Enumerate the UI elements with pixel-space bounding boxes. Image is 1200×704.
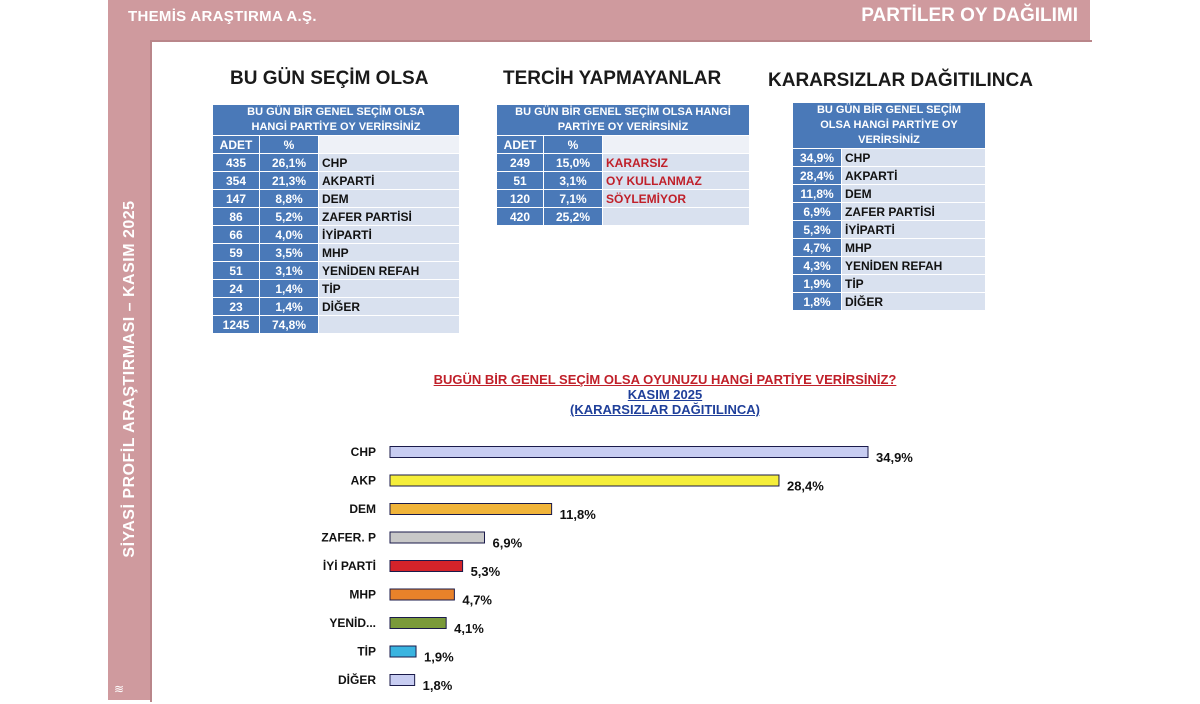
block2-header-line1: BU GÜN BİR GENEL SEÇİM OLSA HANGİ xyxy=(515,106,731,118)
adet-cell: 120 xyxy=(497,190,544,208)
block3-title: KARARSIZLAR DAĞITILINCA xyxy=(768,70,1033,91)
adet-cell: 147 xyxy=(213,190,260,208)
bar xyxy=(390,561,463,572)
table-row xyxy=(497,208,750,226)
value-label: 4,1% xyxy=(454,621,484,636)
chart-subtitle: KASIM 2025 xyxy=(627,387,703,402)
pct-cell: 74,8% xyxy=(260,316,319,334)
adet-cell: 23 xyxy=(213,298,260,316)
logo-icon: ≋ xyxy=(114,682,125,696)
party-cell: DİĞER xyxy=(842,293,986,311)
table-row xyxy=(213,316,460,334)
table-row xyxy=(497,190,750,208)
block1-table xyxy=(212,104,460,334)
bar xyxy=(390,675,415,686)
block2-col-blank xyxy=(603,136,750,154)
chart-subtitle2: (KARARSIZLAR DAĞITILINCA) xyxy=(570,402,760,417)
table-row xyxy=(213,190,460,208)
value-label: 1,8% xyxy=(422,678,453,693)
pct-cell: 6,9% xyxy=(793,203,842,221)
table-row xyxy=(793,257,986,275)
table-row xyxy=(213,208,460,226)
company-name: THEMİS ARAŞTIRMA A.Ş. xyxy=(128,8,317,25)
party-cell: YENİDEN REFAH xyxy=(842,257,986,275)
party-cell: DEM xyxy=(319,190,460,208)
block1-header xyxy=(213,105,460,136)
adet-cell: 249 xyxy=(497,154,544,172)
pct-cell: 3,1% xyxy=(544,172,603,190)
party-cell: CHP xyxy=(319,154,460,172)
party-cell: MHP xyxy=(319,244,460,262)
block3-header-line2: OLSA HANGİ PARTİYE OY xyxy=(820,119,958,131)
category-label: ZAFER. P xyxy=(321,530,376,545)
category-label: YENİD... xyxy=(329,616,376,630)
pct-cell: 34,9% xyxy=(793,149,842,167)
block2-col-adet: ADET xyxy=(497,136,544,154)
adet-cell: 435 xyxy=(213,154,260,172)
pct-cell: 8,8% xyxy=(260,190,319,208)
table-row xyxy=(793,203,986,221)
party-cell: DEM xyxy=(842,185,986,203)
bar xyxy=(390,646,416,657)
pct-cell: 28,4% xyxy=(793,167,842,185)
block3-header-line1: BU GÜN BİR GENEL SEÇİM xyxy=(816,104,962,116)
pct-cell: 3,1% xyxy=(260,262,319,280)
table-row xyxy=(497,154,750,172)
table-row xyxy=(793,167,986,185)
value-label: 11,8% xyxy=(559,507,596,522)
table-row xyxy=(213,172,460,190)
table-row xyxy=(213,226,460,244)
block1-header-line2: HANGİ PARTİYE OY VERİRSİNİZ xyxy=(251,121,421,133)
bar xyxy=(390,475,779,486)
category-label: İYİ PARTİ xyxy=(322,559,376,573)
value-label: 28,4% xyxy=(786,478,824,494)
bar xyxy=(390,618,446,629)
block2-col-pct: % xyxy=(544,136,603,154)
pct-cell: 21,3% xyxy=(260,172,319,190)
pct-cell: 4,7% xyxy=(793,239,842,257)
party-cell: MHP xyxy=(842,239,986,257)
adet-cell: 354 xyxy=(213,172,260,190)
block3-header-line3: VERİRSİNİZ xyxy=(858,134,920,146)
party-cell: DİĞER xyxy=(319,298,460,316)
block3-header xyxy=(793,103,986,149)
table-row xyxy=(213,280,460,298)
pct-cell: 1,4% xyxy=(260,298,319,316)
pct-cell: 4,0% xyxy=(260,226,319,244)
block1-col-blank xyxy=(319,136,460,154)
block2-table xyxy=(496,104,750,226)
bar xyxy=(390,589,454,600)
value-label: 1,9% xyxy=(424,649,454,665)
category-label: TİP xyxy=(357,644,376,659)
pct-cell: 7,1% xyxy=(544,190,603,208)
label-cell: OY KULLANMAZ xyxy=(603,172,750,190)
adet-cell: 86 xyxy=(213,208,260,226)
pct-cell: 4,3% xyxy=(793,257,842,275)
table-row xyxy=(793,293,986,311)
adet-cell: 51 xyxy=(497,172,544,190)
pct-cell: 1,4% xyxy=(260,280,319,298)
party-cell: CHP xyxy=(842,149,986,167)
category-label: DİĞER xyxy=(337,673,376,687)
pct-cell: 5,2% xyxy=(260,208,319,226)
table-row xyxy=(793,149,986,167)
pct-cell: 1,9% xyxy=(793,275,842,293)
value-label: 34,9% xyxy=(876,450,913,465)
bar xyxy=(390,532,485,543)
block2-title: TERCİH YAPMAYANLAR xyxy=(503,68,722,89)
block2-header xyxy=(497,105,750,136)
value-label: 6,9% xyxy=(492,535,523,551)
table-row xyxy=(793,221,986,239)
block2-header-line2: PARTİYE OY VERİRSİNİZ xyxy=(557,121,689,133)
pct-cell: 1,8% xyxy=(793,293,842,311)
pct-cell: 11,8% xyxy=(793,185,842,203)
party-cell: TİP xyxy=(842,275,986,293)
category-label: MHP xyxy=(349,587,376,602)
table-row xyxy=(793,275,986,293)
pct-cell: 3,5% xyxy=(260,244,319,262)
party-cell: AKPARTİ xyxy=(319,172,460,190)
category-label: AKP xyxy=(350,473,376,488)
party-cell: İYİPARTİ xyxy=(319,226,460,244)
adet-cell: 59 xyxy=(213,244,260,262)
party-cell: TİP xyxy=(319,280,460,298)
table-row xyxy=(497,172,750,190)
adet-cell: 420 xyxy=(497,208,544,226)
party-cell: YENİDEN REFAH xyxy=(319,262,460,280)
pct-cell: 26,1% xyxy=(260,154,319,172)
value-label: 5,3% xyxy=(470,564,501,579)
block1-col-pct: % xyxy=(260,136,319,154)
block1-col-adet: ADET xyxy=(213,136,260,154)
pct-cell: 5,3% xyxy=(793,221,842,239)
table-row xyxy=(213,262,460,280)
bar-chart xyxy=(300,440,1000,700)
table-row xyxy=(213,298,460,316)
chart-title: BUGÜN BİR GENEL SEÇİM OLSA OYUNUZU HANGİ PARTİYE VERİRSİNİZ? xyxy=(433,372,897,387)
side-label-text: SİYASİ PROFİL ARAŞTIRMASI – KASIM 2025 xyxy=(121,200,138,558)
party-cell: AKPARTİ xyxy=(842,167,986,185)
pct-cell: 25,2% xyxy=(544,208,603,226)
category-label: DEM xyxy=(349,502,376,516)
label-cell: SÖYLEMİYOR xyxy=(603,190,750,208)
page-title: PARTİLER OY DAĞILIMI xyxy=(861,5,1078,26)
side-label xyxy=(116,40,144,700)
bar xyxy=(390,447,868,458)
header-band xyxy=(108,0,1090,34)
chart-title-block xyxy=(380,372,950,417)
block3-table xyxy=(792,102,986,311)
block1-header-line1: BU GÜN BİR GENEL SEÇİM OLSA xyxy=(247,106,425,118)
table-row xyxy=(213,244,460,262)
party-cell: ZAFER PARTİSİ xyxy=(842,203,986,221)
category-label: CHP xyxy=(350,445,376,459)
label-cell xyxy=(603,208,750,226)
party-cell xyxy=(319,316,460,334)
adet-cell: 24 xyxy=(213,280,260,298)
block1-title: BU GÜN SEÇİM OLSA xyxy=(230,68,429,89)
table-row xyxy=(793,239,986,257)
adet-cell: 66 xyxy=(213,226,260,244)
pct-cell: 15,0% xyxy=(544,154,603,172)
table-row xyxy=(213,154,460,172)
adet-cell: 1245 xyxy=(213,316,260,334)
bar xyxy=(390,504,552,515)
adet-cell: 51 xyxy=(213,262,260,280)
table-row xyxy=(793,185,986,203)
party-cell: ZAFER PARTİSİ xyxy=(319,208,460,226)
label-cell: KARARSIZ xyxy=(603,154,750,172)
value-label: 4,7% xyxy=(462,592,493,608)
party-cell: İYİPARTİ xyxy=(842,221,986,239)
